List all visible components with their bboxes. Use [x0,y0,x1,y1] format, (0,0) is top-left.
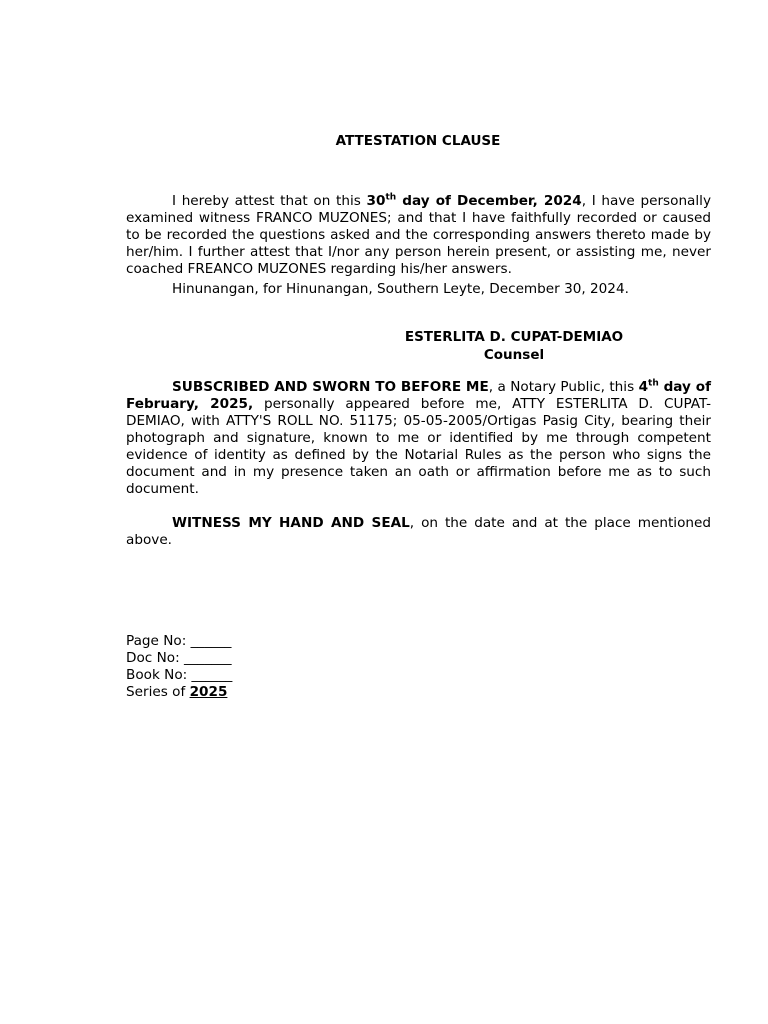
attestation-day-number: 30 [366,193,386,209]
attestation-day-suffix: th [385,192,397,203]
signature-block [376,328,652,364]
jurat-day-number: 4 [638,379,649,395]
witness-text: , on the date and at the place mentioned above. [126,515,712,548]
series-label: Series of [126,684,190,700]
attestation-intro: I hereby attest that on this [172,193,367,209]
notarial-entries [126,633,232,701]
attestation-body: , I have personally examined witness FRANCO MUZONES; and that I have faithfully recorded or caused to be recorded the questions asked and the corresponding answers thereto made by her/him. I further attest that I/nor any person herein present, or assisting me, never coached FREANCO MUZONES regarding his/her answers. [126,193,711,277]
doc-number-entry: Doc No: _______ [126,650,232,666]
signatory-name: ESTERLITA D. CUPAT-DEMIAO [404,329,624,345]
place-date-line: Hinunangan, for Hinunangan, Southern Leyte, December 30, 2024. [172,281,629,297]
page-number-entry: Page No: ______ [126,633,232,649]
attestation-paragraph [126,193,711,278]
attestation-day-rest: day of December, 2024 [396,193,582,209]
signatory-role: Counsel [483,347,545,363]
series-entry [126,684,232,701]
attestation-date [367,193,582,209]
jurat-day-rest: day of February, 2025, [126,379,711,412]
jurat-text-1: , a Notary Public, this [488,379,639,395]
jurat-day-suffix: th [648,378,659,389]
jurat-lead: SUBSCRIBED AND SWORN TO BEFORE ME [172,379,489,395]
witness-paragraph [126,515,711,549]
jurat-paragraph [126,379,711,498]
witness-lead: WITNESS MY HAND AND SEAL [172,515,410,531]
document-title: ATTESTATION CLAUSE [335,133,501,149]
book-number-entry: Book No: ______ [126,667,233,683]
series-year: 2025 [189,684,228,700]
jurat-text-2: personally appeared before me, ATTY ESTERLITA D. CUPAT-DEMIAO, with ATTY'S ROLL NO. 51175; 05-05-2005/Ortigas Pasig City, bearing their photograph and signature, known to me or identified by me through competent evidence of identity as defined by the Notarial Rules as the person who signs the document and in my presence taken an oath or affirmation before me as to such document. [126,396,711,497]
